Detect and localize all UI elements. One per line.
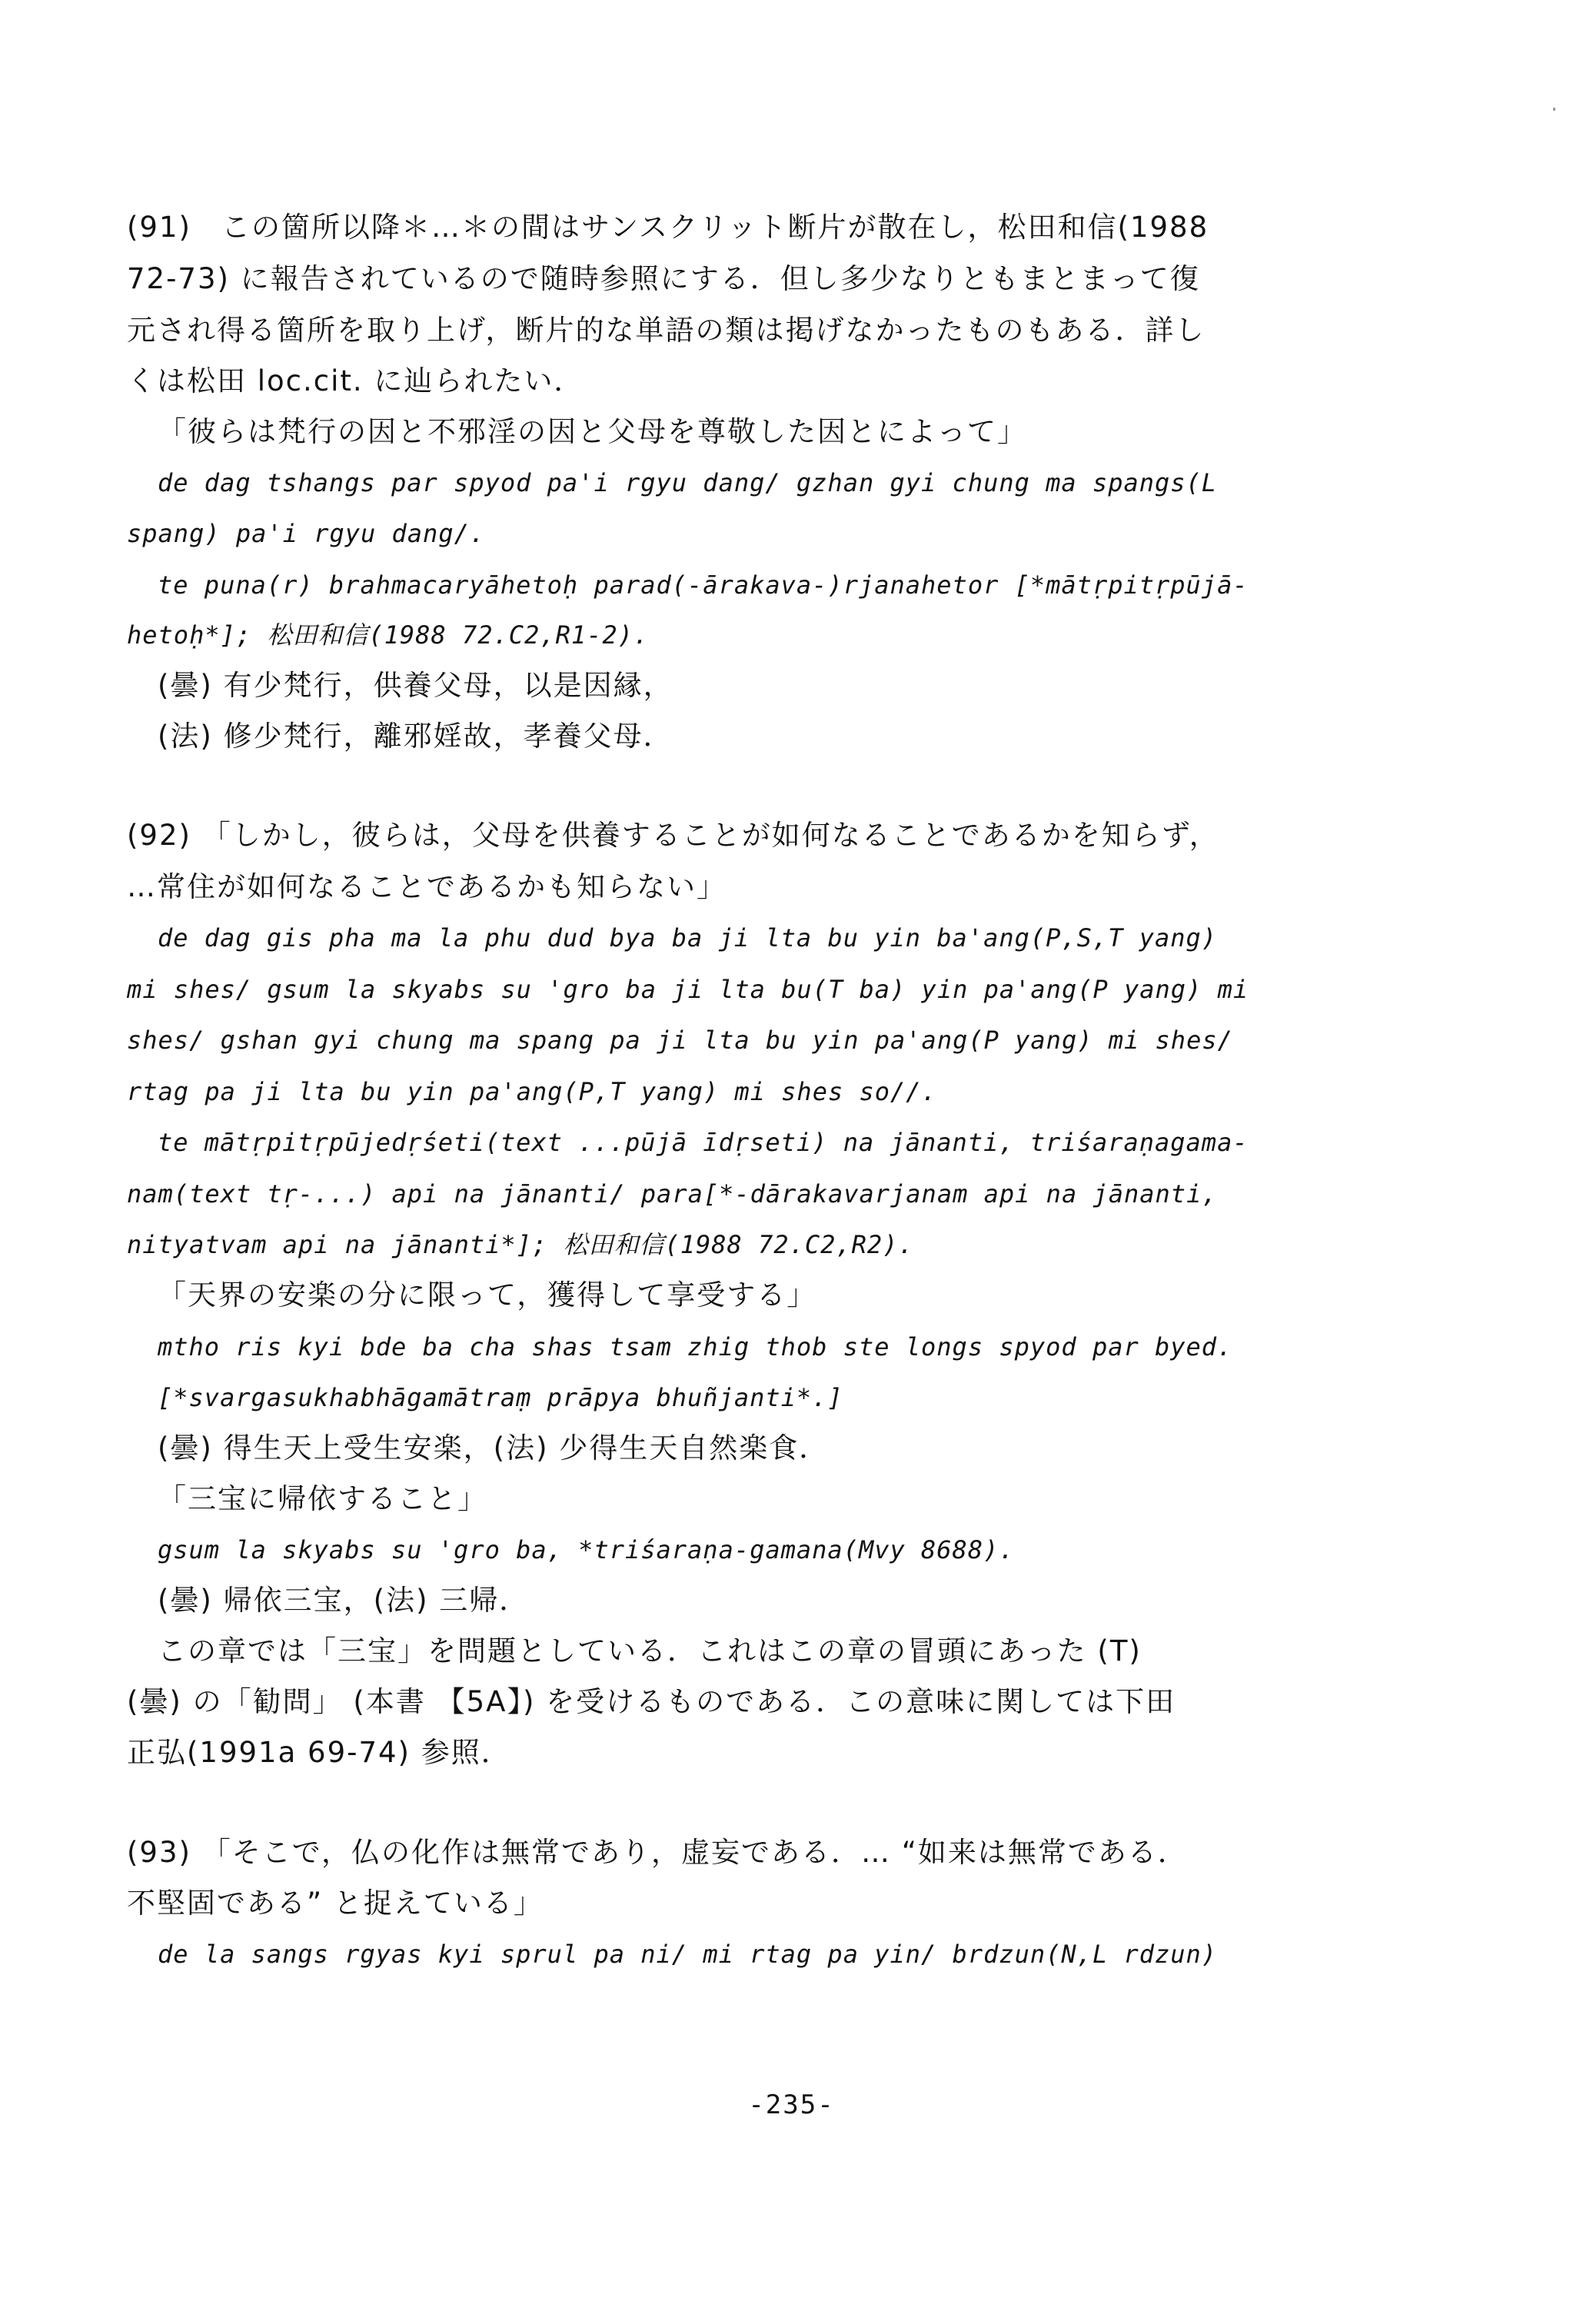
quote-translation: 「三宝に帰依すること」 <box>158 1482 487 1515</box>
note-91-line-1: (91) この箇所以降＊…＊の間はサンスクリット断片が散在し，松田和信(1988 <box>127 211 1209 244</box>
note-91-line-3: 元され得る箇所を取り上げ，断片的な単語の類は掲げなかったものもある．詳し <box>127 314 1206 347</box>
note-93-line-2: 不堅固である” と捉えている」 <box>127 1887 544 1920</box>
chinese-parallel: (曇) 有少梵行，供養父母，以是因縁， <box>158 669 673 702</box>
commentary-line: この章では「三宝」を問題としている．これはこの章の冒頭にあった (T) <box>158 1634 1142 1667</box>
scan-speck <box>1553 108 1555 111</box>
note-92-line-1: (92) 「しかし，彼らは，父母を供養することが如何なることであるかを知らず， <box>127 819 1219 852</box>
sanskrit-text: [*svargasukhabhāgamātraṃ prāpya bhuñjanti*.] <box>158 1383 843 1412</box>
chinese-parallel: (曇) 帰依三宝，(法) 三帰． <box>158 1584 530 1617</box>
quote-translation: 「彼らは梵行の因と不邪淫の因と父母を尊敬した因とによって」 <box>158 415 1027 448</box>
tibetan-text: rtag pa ji lta bu yin pa'ang(P,T yang) mi shes so//. <box>127 1077 937 1106</box>
tibetan-text: de la sangs rgyas kyi sprul pa ni/ mi rtag pa yin/ brdzun(N,L rdzun) <box>158 1940 1218 1969</box>
sanskrit-text: te puna(r) brahmacaryāhetoḥ parad(-ārakava-)rjanahetor [*mātṛpitṛpūjā- <box>158 570 1249 600</box>
commentary-line: (曇) の「勧問」 (本書 【5A】) を受けるものである．この意味に関しては下田 <box>127 1685 1176 1718</box>
chinese-parallel: (法) 修少梵行，離邪婬故，孝養父母． <box>158 720 673 753</box>
note-93-line-1: (93) 「そこで，仏の化作は無常であり，虚妄である．… “如来は無常である． <box>127 1836 1188 1869</box>
quote-translation: 「天界の安楽の分に限って，獲得して享受する」 <box>158 1278 817 1312</box>
note-92-line-2: …常住が如何なることであるかも知らない」 <box>127 870 727 903</box>
sanskrit-text: nityatvam api na jānanti*]; 松田和信(1988 72.C2,R2). <box>127 1230 914 1259</box>
tibetan-text: mtho ris kyi bde ba cha shas tsam zhig thob ste longs spyod par byed. <box>158 1332 1233 1361</box>
sanskrit-text: nam(text tṛ-...) api na jānanti/ para[*-dārakavarjanam api na jānanti, <box>127 1179 1218 1209</box>
commentary-line: 正弘(1991a 69-74) 参照． <box>127 1736 511 1769</box>
tibetan-text: de dag gis pha ma la phu dud bya ba ji lta bu yin ba'ang(P,S,T yang) <box>158 923 1218 953</box>
tibetan-text: de dag tshangs par spyod pa'i rgyu dang/ gzhan gyi chung ma spangs(L <box>158 468 1218 497</box>
note-91-line-2: 72-73) に報告されているので随時参照にする．但し多少なりともまとまって復 <box>127 262 1200 295</box>
page-number: -235- <box>748 2090 835 2120</box>
tibetan-text: spang) pa'i rgyu dang/. <box>127 519 486 548</box>
note-91-line-4: くは松田 loc.cit. に辿られたい． <box>127 364 584 397</box>
tibetan-text: mi shes/ gsum la skyabs su 'gro ba ji lta bu(T ba) yin pa'ang(P yang) mi <box>127 975 1249 1004</box>
tibetan-text: gsum la skyabs su 'gro ba, *triśaraṇa-gamana(Mvy 8688). <box>158 1535 1015 1564</box>
sanskrit-text: te mātṛpitṛpūjedṛśeti(text ...pūjā īdṛseti) na jānanti, triśaraṇagama- <box>158 1128 1249 1157</box>
sanskrit-text: hetoḥ*]; 松田和信(1988 72.C2,R1-2). <box>127 620 650 650</box>
tibetan-text: shes/ gshan gyi chung ma spang pa ji lta bu yin pa'ang(P yang) mi shes/ <box>127 1026 1233 1055</box>
chinese-parallel: (曇) 得生天上受生安楽，(法) 少得生天自然楽食． <box>158 1431 830 1465</box>
